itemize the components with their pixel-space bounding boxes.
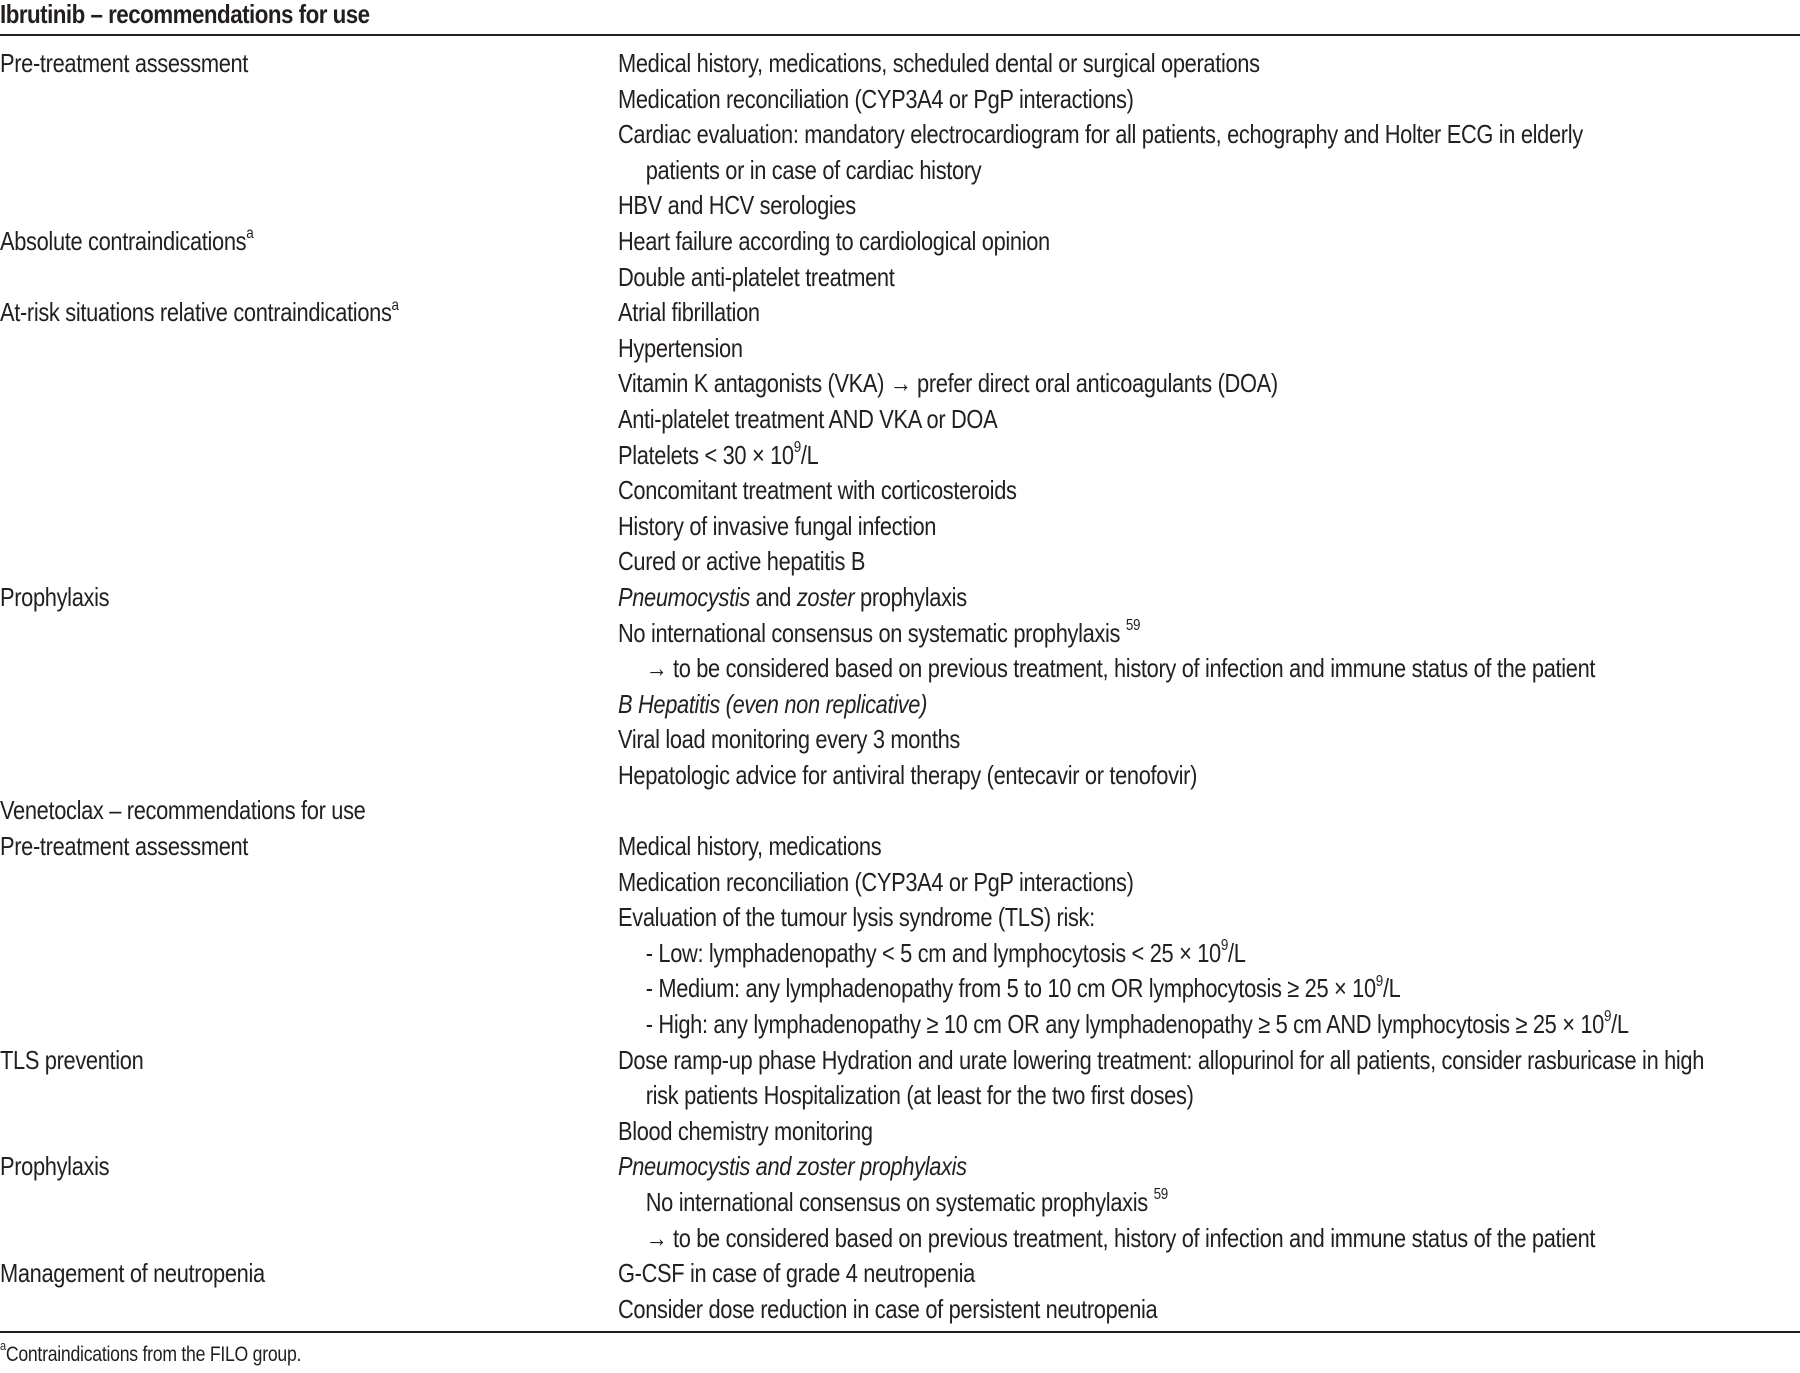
row-content bbox=[618, 295, 1800, 580]
footnote-marker: a bbox=[246, 225, 254, 243]
row-content bbox=[618, 224, 1800, 295]
unit: /L bbox=[1227, 937, 1246, 968]
content-line bbox=[618, 1007, 1629, 1043]
content-line bbox=[618, 936, 1611, 972]
exponent: 9 bbox=[1375, 972, 1383, 990]
reference-marker: 59 bbox=[1153, 1186, 1168, 1204]
row-content bbox=[618, 793, 1800, 829]
row-content bbox=[618, 1256, 1800, 1327]
content-line: Blood chemistry monitoring bbox=[618, 1115, 873, 1146]
table-bottom-rule bbox=[0, 1331, 1800, 1333]
risk-medium: - Medium: any lymphadenopathy from 5 to 10 cm OR lymphocytosis ≥ 25 × 10 bbox=[645, 973, 1376, 1004]
content-line: Cardiac evaluation: mandatory electrocardiogram for all patients, echography and Holter ECG in elderly bbox=[618, 119, 1583, 150]
table-row bbox=[0, 1043, 1800, 1150]
consensus-text: No international consensus on systematic prophylaxis bbox=[645, 1187, 1148, 1217]
pneumocystis-text: Pneumocystis bbox=[618, 581, 750, 612]
unit: /L bbox=[1611, 1009, 1629, 1040]
content-line: Evaluation of the tumour lysis syndrome (TLS) risk: bbox=[618, 902, 1095, 933]
footnote-marker: a bbox=[391, 296, 399, 314]
content-line: Cured or active hepatitis B bbox=[618, 546, 866, 577]
row-content bbox=[618, 580, 1800, 794]
exponent: 9 bbox=[1604, 1008, 1612, 1026]
row-content bbox=[618, 46, 1800, 224]
table-body bbox=[0, 46, 1800, 1327]
zoster-text: zoster bbox=[796, 581, 855, 612]
content-line: → to be considered based on previous treatment, history of infection and immune status of the patient bbox=[645, 1222, 1596, 1253]
table-row bbox=[0, 829, 1800, 1043]
table-row bbox=[0, 295, 1800, 580]
content-line bbox=[618, 971, 1611, 1007]
content-line: Medication reconciliation (CYP3A4 or PgP interactions) bbox=[618, 866, 1134, 897]
content-line: Consider dose reduction in case of persistent neutropenia bbox=[618, 1293, 1158, 1324]
unit: /L bbox=[1382, 973, 1401, 1004]
platelets-text: Platelets < 30 × 10 bbox=[618, 439, 794, 470]
row-label: Prophylaxis bbox=[0, 1151, 110, 1182]
label-text: At-risk situations relative contraindications bbox=[0, 297, 392, 328]
and-text: and bbox=[749, 581, 797, 612]
content-line: HBV and HCV serologies bbox=[618, 190, 856, 221]
content-line bbox=[618, 616, 1611, 652]
table-row bbox=[0, 1256, 1800, 1327]
table-row bbox=[0, 793, 1800, 829]
content-line bbox=[618, 1185, 1611, 1221]
content-line: Viral load monitoring every 3 months bbox=[618, 724, 960, 755]
row-label: TLS prevention bbox=[0, 1044, 144, 1075]
row-label: Prophylaxis bbox=[0, 581, 110, 612]
table-title: Ibrutinib – recommendations for use bbox=[0, 0, 370, 29]
row-content bbox=[618, 1149, 1800, 1256]
exponent: 9 bbox=[1220, 937, 1228, 955]
label-text: Absolute contraindications bbox=[0, 225, 247, 256]
content-line: Concomitant treatment with corticosteroids bbox=[618, 475, 1017, 506]
content-line bbox=[618, 793, 1611, 829]
table-row bbox=[0, 46, 1800, 224]
content-line: patients or in case of cardiac history bbox=[645, 154, 982, 185]
footnote-text: Contraindications from the FILO group. bbox=[5, 1343, 302, 1366]
unit: /L bbox=[800, 439, 819, 470]
content-line: Atrial fibrillation bbox=[618, 297, 760, 328]
prophylaxis-text: prophylaxis bbox=[854, 581, 967, 612]
content-line: Heart failure according to cardiological opinion bbox=[618, 225, 1050, 256]
content-line: G-CSF in case of grade 4 neutropenia bbox=[618, 1258, 975, 1289]
content-line: History of invasive fungal infection bbox=[618, 510, 937, 541]
content-line: risk patients Hospitalization (at least for the two first doses) bbox=[645, 1080, 1194, 1111]
reference-marker: 59 bbox=[1125, 616, 1141, 634]
exponent: 9 bbox=[793, 438, 801, 456]
row-label bbox=[0, 295, 504, 331]
content-line: Anti-platelet treatment AND VKA or DOA bbox=[618, 403, 998, 434]
row-label: Pre-treatment assessment bbox=[0, 831, 249, 862]
row-label: Management of neutropenia bbox=[0, 1258, 265, 1289]
row-label bbox=[0, 224, 504, 260]
table-header bbox=[0, 0, 1800, 36]
table-footnote bbox=[0, 1338, 302, 1367]
content-line: B Hepatitis (even non replicative) bbox=[618, 688, 928, 719]
content-line: Dose ramp-up phase Hydration and urate lowering treatment: allopurinol for all patients, consider rasburicase in high bbox=[618, 1044, 1705, 1075]
consensus-text: No international consensus on systematic prophylaxis bbox=[618, 617, 1121, 648]
section-label: Venetoclax – recommendations for use bbox=[0, 795, 366, 826]
footnote-marker: a bbox=[0, 1338, 6, 1353]
content-line: Medication reconciliation (CYP3A4 or PgP interactions) bbox=[618, 83, 1134, 114]
risk-low: - Low: lymphadenopathy < 5 cm and lymphocytosis < 25 × 10 bbox=[645, 937, 1221, 968]
content-line: Medical history, medications, scheduled dental or surgical operations bbox=[618, 48, 1260, 78]
row-content bbox=[618, 1043, 1800, 1150]
table-row bbox=[0, 1149, 1800, 1256]
content-line: Medical history, medications bbox=[618, 831, 882, 862]
table-row bbox=[0, 224, 1800, 295]
content-line: Hepatologic advice for antiviral therapy (entecavir or tenofovir) bbox=[618, 759, 1198, 790]
content-line bbox=[618, 438, 1611, 474]
content-line: Double anti-platelet treatment bbox=[618, 261, 895, 292]
content-line bbox=[618, 580, 1611, 616]
row-content bbox=[618, 829, 1800, 1043]
row-label: Pre-treatment assessment bbox=[0, 48, 249, 78]
table-row bbox=[0, 580, 1800, 794]
risk-high: - High: any lymphadenopathy ≥ 10 cm OR any lymphadenopathy ≥ 5 cm AND lymphocytosis ≥ 25 × 10 bbox=[645, 1009, 1605, 1040]
content-line: → to be considered based on previous treatment, history of infection and immune status of the patient bbox=[645, 653, 1596, 684]
content-line: Pneumocystis and zoster prophylaxis bbox=[618, 1151, 967, 1182]
content-line: Hypertension bbox=[618, 332, 743, 363]
content-line: Vitamin K antagonists (VKA) → prefer direct oral anticoagulants (DOA) bbox=[618, 368, 1278, 399]
